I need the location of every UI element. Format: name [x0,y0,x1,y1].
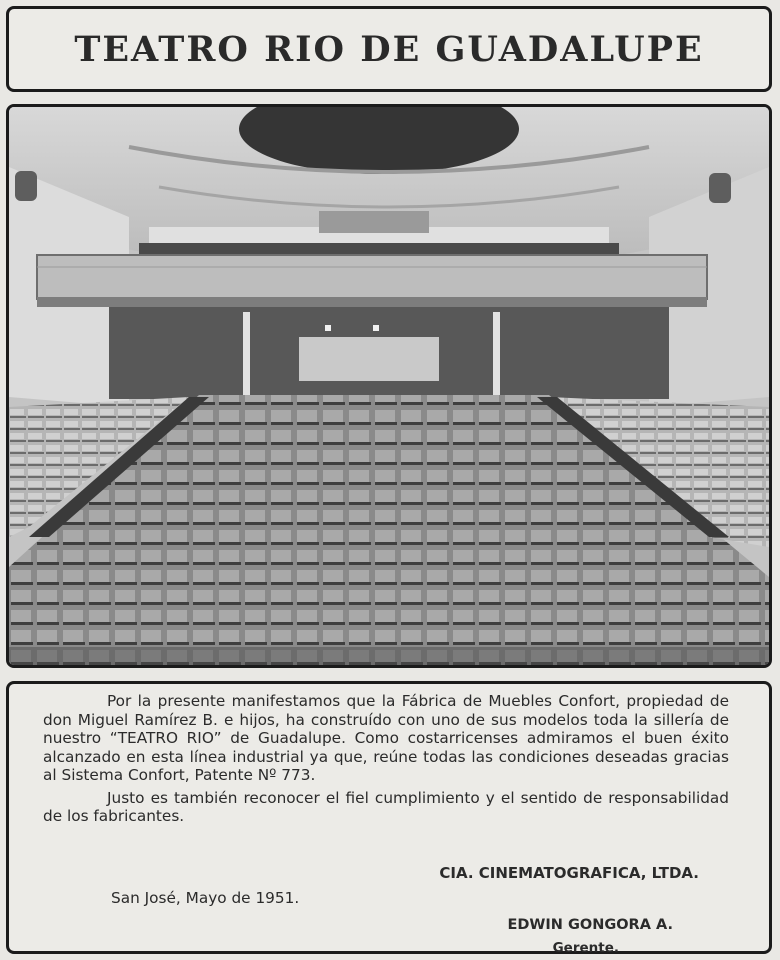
page-title: TEATRO RIO DE GUADALUPE [74,28,704,70]
signer-name: EDWIN GONGORA A. [507,917,673,933]
theater-photo [6,104,772,668]
title-panel [6,6,772,92]
theater-interior-image [9,107,769,665]
place-date: San José, Mayo de 1951. [111,889,300,907]
signer-title: Gerente. [552,940,619,956]
company-name: CIA. CINEMATOGRAFICA, LTDA. [439,864,699,882]
letter-paragraph-1: Por la presente manifestamos que la Fábrica de Muebles Confort, propiedad de don Miguel Ramírez B. e hijos, ha construído con uno de sus modelos toda la sillería de nuestro “TEATRO RIO” de Guadalupe. Como costarricenses admiramos el buen éxito alcanzado en esta línea industrial ya que, reúne todas las condiciones deseadas gracias al Sistema Confort, Patente Nº 773. [43,692,729,784]
letter-panel [6,681,772,954]
letter-paragraph-2: Justo es también reconocer el fiel cumplimiento y el sentido de responsabilidad de los fabricantes. [43,788,729,825]
